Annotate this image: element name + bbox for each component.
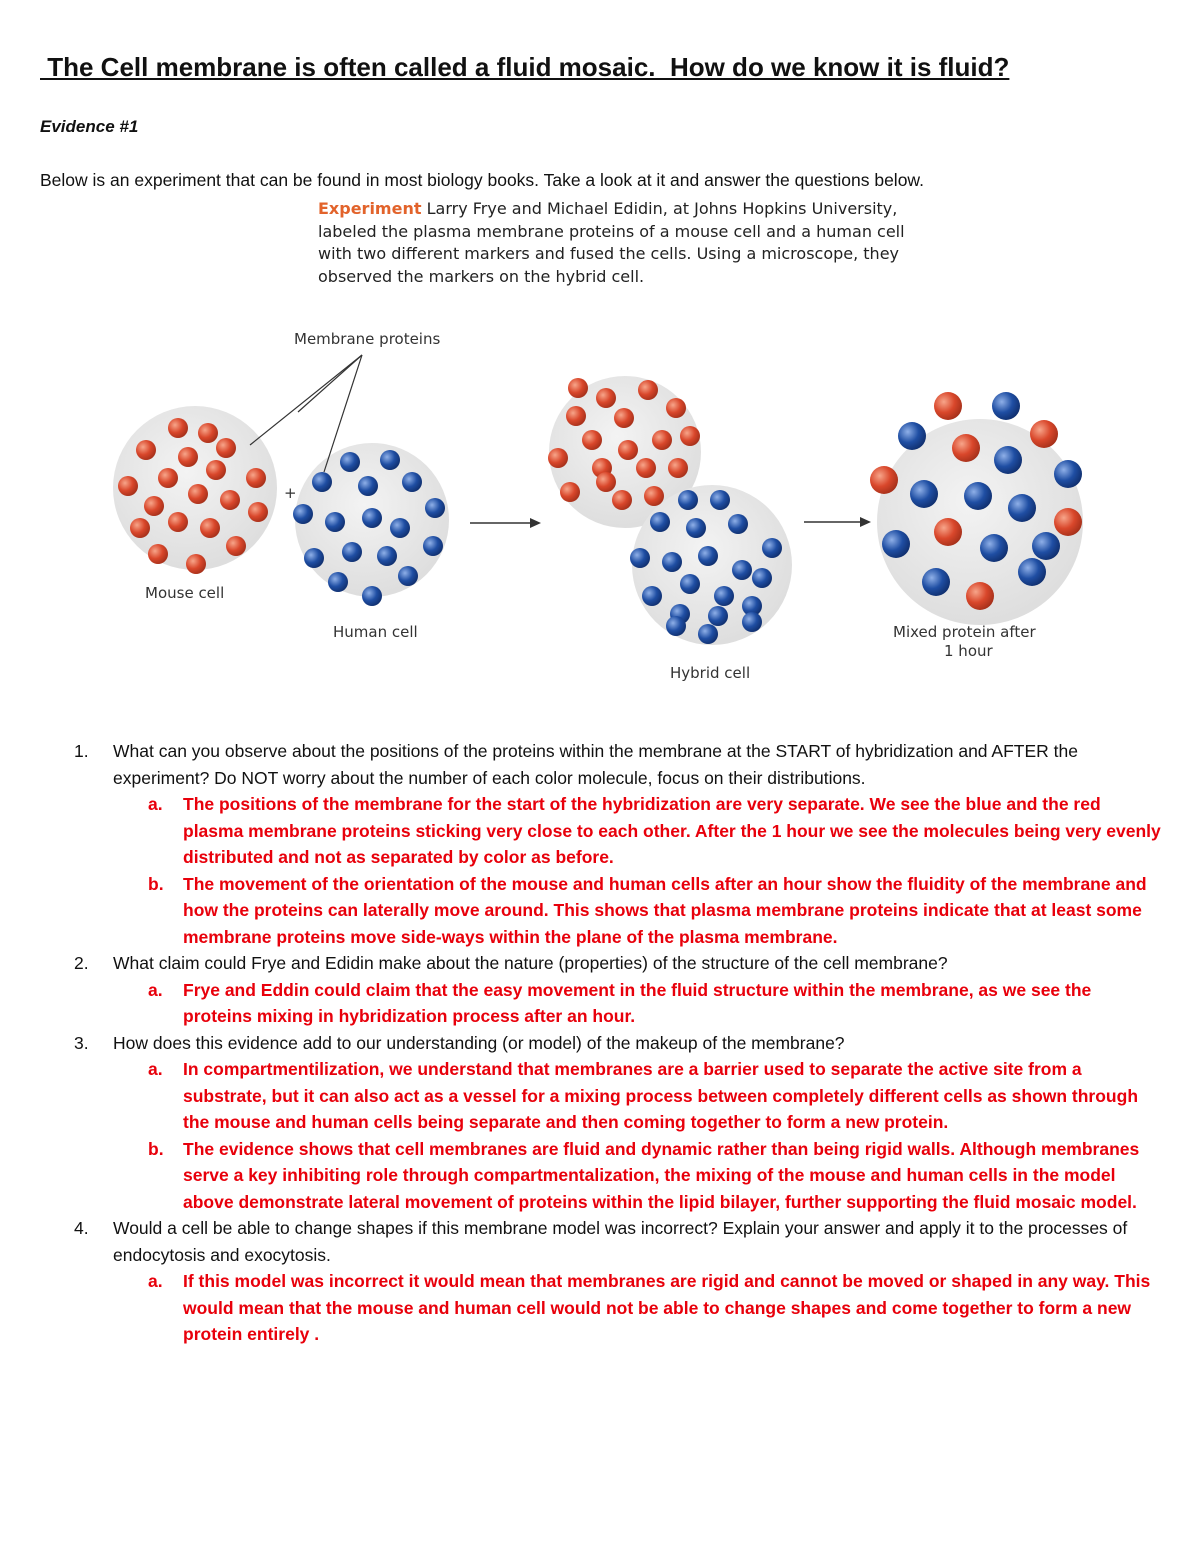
blue-protein-dot	[678, 490, 698, 510]
blue-protein-dot	[994, 446, 1022, 474]
experiment-caption	[318, 198, 938, 288]
answer-letter: a.	[148, 794, 163, 814]
red-protein-dot	[136, 440, 156, 460]
red-protein-dot	[596, 472, 616, 492]
blue-protein-dot	[686, 518, 706, 538]
red-protein-dot	[1030, 420, 1058, 448]
blue-protein-dot	[898, 422, 926, 450]
blue-protein-dot	[380, 450, 400, 470]
answer-text: Frye and Eddin could claim that the easy movement in the fluid structure within the membrane, as we see the proteins mixing in hybridization process after an hour.	[183, 979, 1092, 1026]
red-protein-dot	[952, 434, 980, 462]
answer-3a	[74, 1056, 1164, 1136]
blue-protein-dot	[328, 572, 348, 592]
blue-protein-dot	[293, 504, 313, 524]
red-protein-dot	[168, 418, 188, 438]
red-protein-dot	[652, 430, 672, 450]
blue-protein-dot	[662, 552, 682, 572]
red-protein-dot	[158, 468, 178, 488]
blue-protein-dot	[728, 514, 748, 534]
answer-text: The positions of the membrane for the start of the hybridization are very separate. We see the blue and the red plasma membrane proteins sticking very close to each other. After the 1 hour we see the molecules being very evenly distributed and not as separated by color as before.	[183, 794, 1161, 867]
question-text: How does this evidence add to our understanding (or model) of the makeup of the membrane?	[113, 1032, 845, 1053]
red-protein-dot	[680, 426, 700, 446]
membrane-fusion-figure	[0, 300, 1200, 720]
answer-4a	[74, 1268, 1164, 1348]
question-number: 3.	[74, 1032, 89, 1053]
red-protein-dot	[200, 518, 220, 538]
answer-3b	[74, 1136, 1164, 1216]
answer-2a	[74, 977, 1164, 1030]
red-protein-dot	[644, 486, 664, 506]
red-protein-dot	[188, 484, 208, 504]
mixed-label-line1: Mixed protein after	[893, 623, 1036, 641]
blue-protein-dot	[922, 568, 950, 596]
red-protein-dot	[612, 490, 632, 510]
red-protein-dot	[144, 496, 164, 516]
membrane-proteins-label: Membrane proteins	[294, 330, 441, 348]
red-protein-dot	[568, 378, 588, 398]
question-number: 2.	[74, 953, 89, 973]
answer-letter: b.	[148, 873, 164, 894]
red-protein-dot	[198, 423, 218, 443]
red-protein-dot	[596, 388, 616, 408]
answer-letter: b.	[148, 1138, 164, 1159]
red-protein-dot	[226, 536, 246, 556]
blue-protein-dot	[1018, 558, 1046, 586]
blue-protein-dot	[423, 536, 443, 556]
question-number: 4.	[74, 1218, 89, 1238]
red-protein-dot	[168, 512, 188, 532]
blue-protein-dot	[680, 574, 700, 594]
red-protein-dot	[130, 518, 150, 538]
blue-protein-dot	[650, 512, 670, 532]
red-protein-dot	[560, 482, 580, 502]
red-protein-dot	[666, 398, 686, 418]
pointer-line-mouse	[250, 355, 362, 445]
question-3	[74, 1030, 1164, 1057]
answer-1a	[74, 791, 1164, 871]
blue-protein-dot	[964, 482, 992, 510]
blue-protein-dot	[340, 452, 360, 472]
blue-protein-dot	[992, 392, 1020, 420]
blue-protein-dot	[362, 508, 382, 528]
question-number: 1.	[74, 741, 89, 761]
blue-protein-dot	[362, 586, 382, 606]
blue-protein-dot	[698, 624, 718, 644]
blue-protein-dot	[390, 518, 410, 538]
mouse-cell-label: Mouse cell	[145, 584, 225, 602]
blue-protein-dot	[1054, 460, 1082, 488]
red-protein-dot	[870, 466, 898, 494]
question-text: What can you observe about the positions of the proteins within the membrane at the START of hybridization and AFTER the experiment? Do NOT worry about the number of each color molecule, focus on their distributions.	[113, 741, 1078, 788]
red-protein-dot	[638, 380, 658, 400]
red-protein-dot	[220, 490, 240, 510]
red-protein-dot	[186, 554, 206, 574]
red-protein-dot	[1054, 508, 1082, 536]
experiment-label: Experiment	[318, 199, 422, 218]
blue-protein-dot	[762, 538, 782, 558]
blue-protein-dot	[377, 546, 397, 566]
blue-protein-dot	[710, 490, 730, 510]
red-protein-dot	[148, 544, 168, 564]
hybrid-cell-label: Hybrid cell	[670, 664, 751, 682]
red-protein-dot	[216, 438, 236, 458]
blue-protein-dot	[732, 560, 752, 580]
red-protein-dot	[548, 448, 568, 468]
page-title: The Cell membrane is often called a fluid mosaic. How do we know it is fluid?	[40, 52, 1010, 82]
blue-protein-dot	[742, 612, 762, 632]
answer-letter: a.	[148, 1059, 163, 1079]
answer-letter: a.	[148, 979, 163, 1000]
figure-svg	[0, 300, 1200, 720]
answer-text: If this model was incorrect it would mean that membranes are rigid and cannot be moved or shaped in any way. This would mean that the mouse and human cell would not be able to change shapes and come together to form a new protein entirely .	[183, 1271, 1151, 1344]
question-text: What claim could Frye and Edidin make about the nature (properties) of the structure of the cell membrane?	[113, 953, 948, 973]
red-protein-dot	[566, 406, 586, 426]
red-protein-dot	[248, 502, 268, 522]
blue-protein-dot	[398, 566, 418, 586]
red-protein-dot	[934, 392, 962, 420]
intro-text: Below is an experiment that can be found in most biology books. Take a look at it and answer the questions below.	[40, 170, 924, 190]
arrow-2-head	[860, 517, 871, 527]
blue-protein-dot	[358, 476, 378, 496]
blue-protein-dot	[342, 542, 362, 562]
blue-protein-dot	[714, 586, 734, 606]
red-protein-dot	[636, 458, 656, 478]
blue-protein-dot	[980, 534, 1008, 562]
arrow-1-head	[530, 518, 541, 528]
answer-text: The evidence shows that cell membranes are fluid and dynamic rather than being rigid walls. Although membranes serve a key inhibiting role through compartmentalization, the mixing of the mouse and human cells in the model above demonstrate lateral movement of proteins within the lipid bilayer, further supporting the fluid mosaic model.	[183, 1138, 1140, 1212]
red-protein-dot	[582, 430, 602, 450]
answer-1b	[74, 871, 1164, 951]
red-protein-dot	[966, 582, 994, 610]
blue-protein-dot	[304, 548, 324, 568]
blue-protein-dot	[752, 568, 772, 588]
red-protein-dot	[178, 447, 198, 467]
blue-protein-dot	[325, 512, 345, 532]
human-cell-label: Human cell	[333, 623, 418, 641]
red-protein-dot	[614, 408, 634, 428]
mixed-label-line2: 1 hour	[944, 642, 993, 660]
blue-protein-dot	[666, 616, 686, 636]
answer-text: The movement of the orientation of the mouse and human cells after an hour show the fluidity of the membrane and how the proteins can laterally move around. This shows that plasma membrane proteins indicate that at least some membrane proteins move side-ways within the plane of the plasma membrane.	[183, 873, 1147, 947]
blue-protein-dot	[910, 480, 938, 508]
blue-protein-dot	[1008, 494, 1036, 522]
question-text: Would a cell be able to change shapes if this membrane model was incorrect? Explain your answer and apply it to the processes of endocytosis and exocytosis.	[113, 1218, 1128, 1265]
answer-letter: a.	[148, 1271, 163, 1291]
blue-protein-dot	[698, 546, 718, 566]
experiment-text: Larry Frye and Michael Edidin, at Johns Hopkins University, labeled the plasma membrane proteins of a mouse cell and a human cell with two different markers and fused the cells. Using a microscope, they observed the markers on the hybrid cell.	[318, 199, 905, 286]
question-list	[74, 738, 1164, 1348]
blue-protein-dot	[630, 548, 650, 568]
blue-protein-dot	[708, 606, 728, 626]
question-1	[74, 738, 1164, 791]
answer-text: In compartmentilization, we understand that membranes are a barrier used to separate the active site from a substrate, but it can also act as a vessel for a mixing process between completely different cells as shown through the mouse and human cells being separate and then coming together to form a new protein.	[183, 1059, 1139, 1132]
red-protein-dot	[618, 440, 638, 460]
red-protein-dot	[206, 460, 226, 480]
blue-protein-dot	[402, 472, 422, 492]
blue-protein-dot	[312, 472, 332, 492]
blue-protein-dot	[1032, 532, 1060, 560]
blue-protein-dot	[425, 498, 445, 518]
red-protein-dot	[668, 458, 688, 478]
evidence-heading: Evidence #1	[40, 117, 139, 136]
red-protein-dot	[118, 476, 138, 496]
blue-protein-dot	[882, 530, 910, 558]
plus-sign: +	[284, 484, 297, 502]
blue-protein-dot	[642, 586, 662, 606]
question-4	[74, 1215, 1164, 1268]
red-protein-dot	[934, 518, 962, 546]
red-protein-dot	[246, 468, 266, 488]
question-2	[74, 950, 1164, 977]
